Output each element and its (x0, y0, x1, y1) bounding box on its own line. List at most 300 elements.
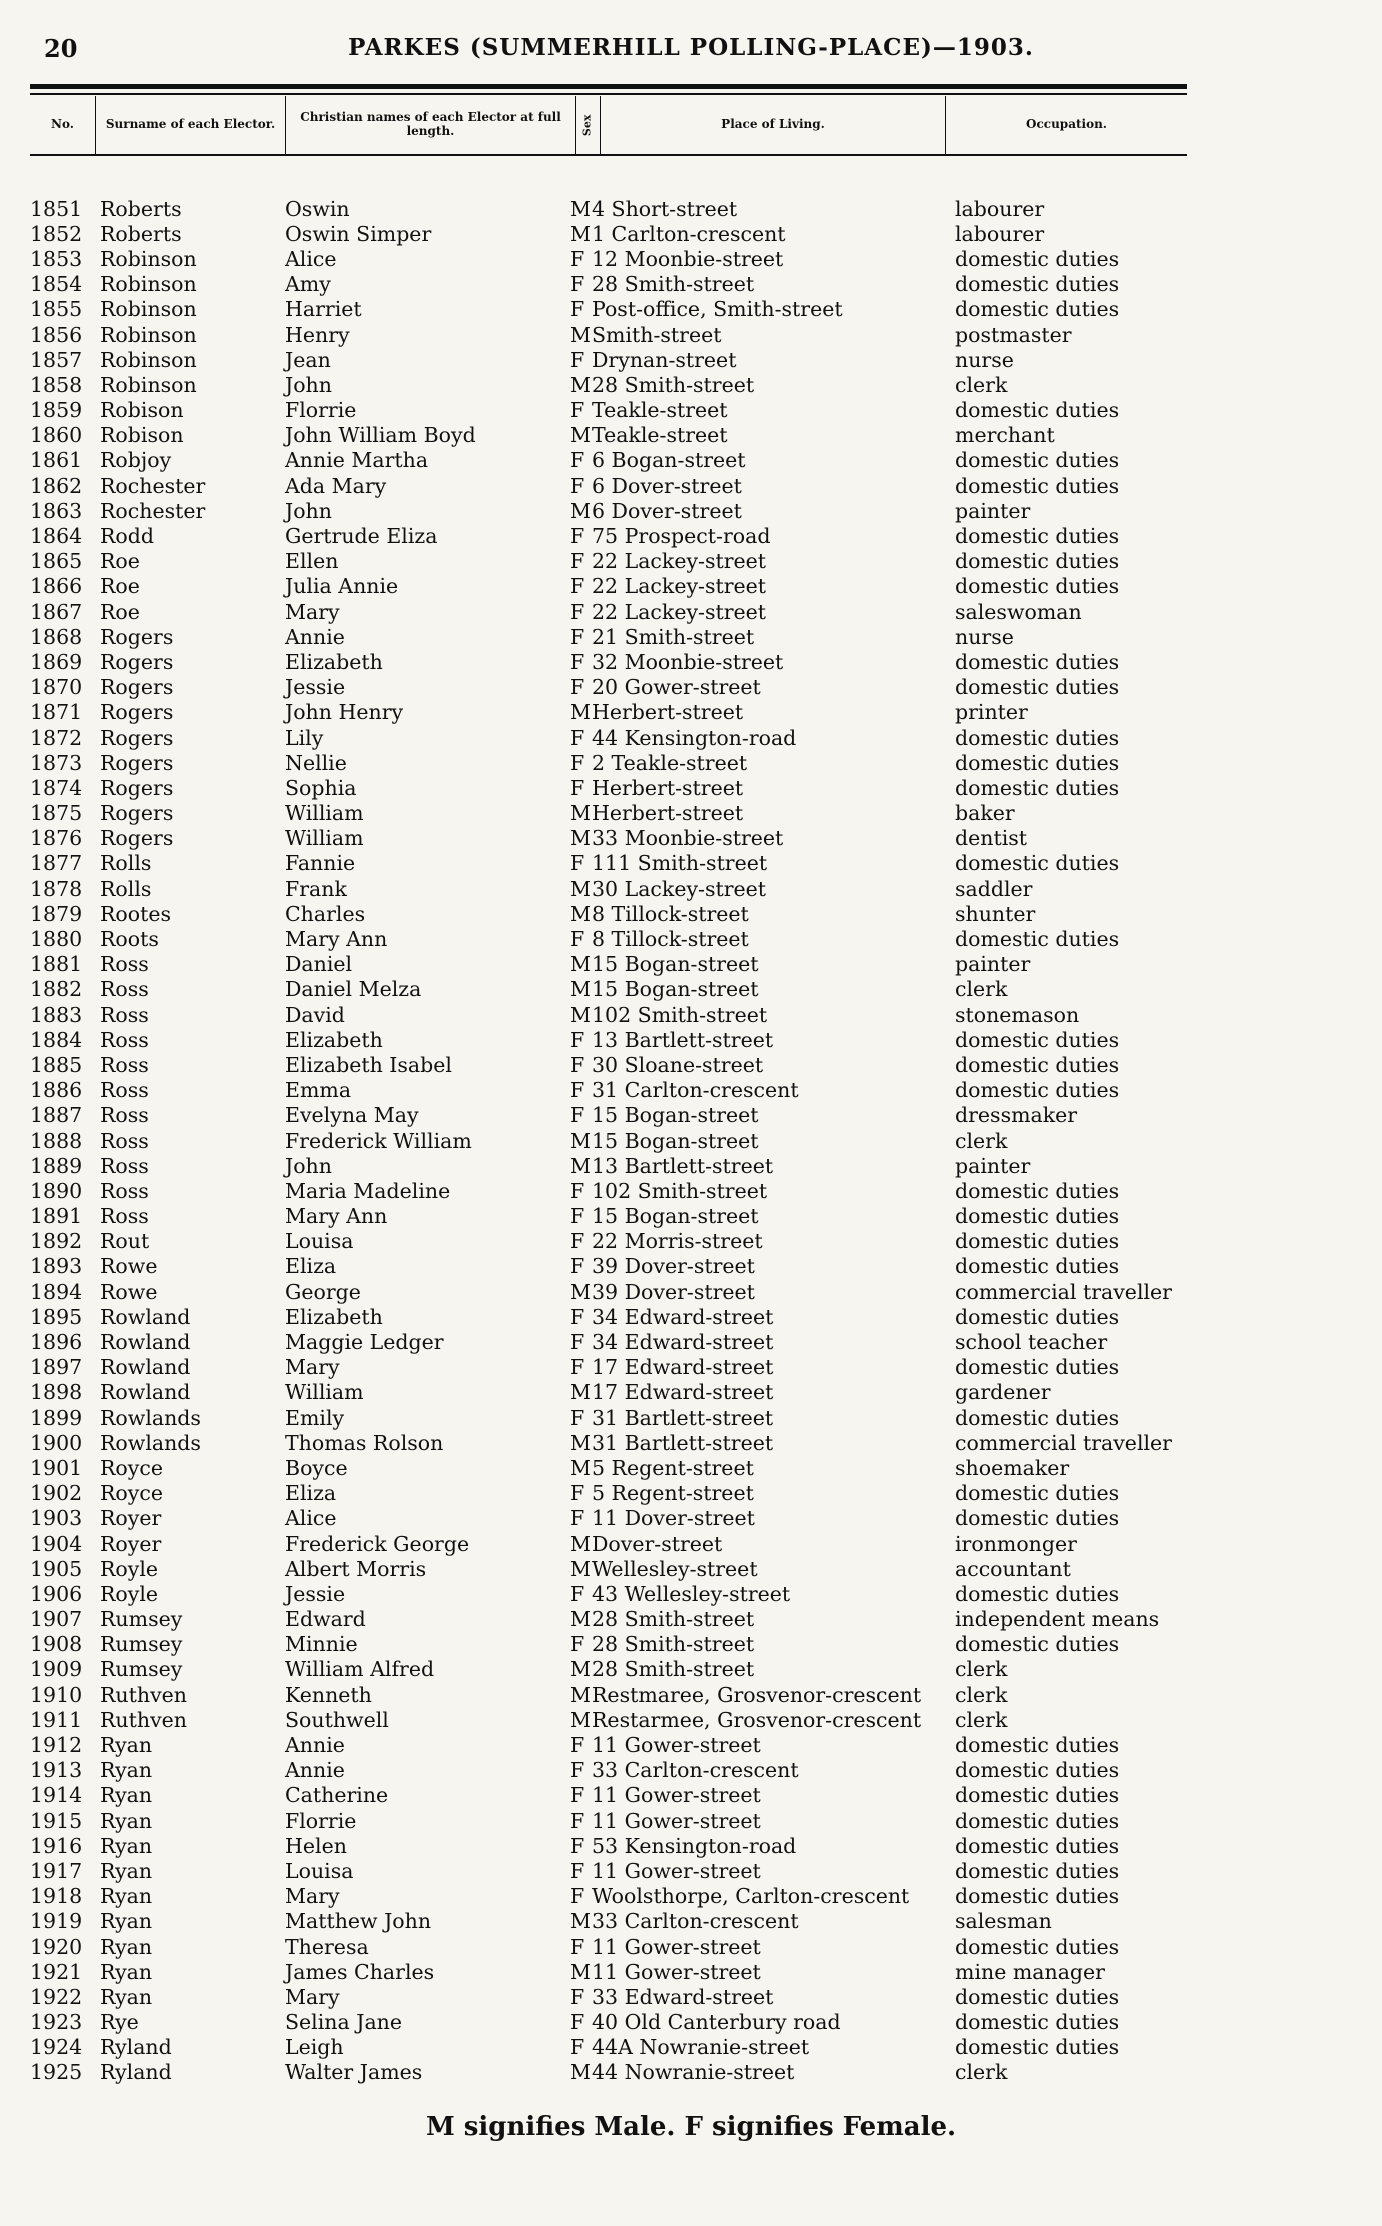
elector-sex: M (570, 1556, 591, 1581)
elector-number: 1888 (30, 1128, 83, 1153)
elector-surname: Rogers (100, 750, 174, 775)
elector-surname: Rowe (100, 1279, 158, 1304)
elector-place: Herbert-street (592, 801, 744, 826)
elector-sex: F (570, 675, 585, 700)
elector-place: 12 Moonbie-street (592, 246, 784, 271)
elector-number: 1890 (30, 1178, 83, 1203)
elector-sex: F (570, 1178, 585, 1203)
table-row (30, 1984, 1190, 2009)
elector-christian-names: Alice (285, 1506, 337, 1531)
elector-christian-names: Albert Morris (285, 1556, 427, 1581)
elector-surname: Rowlands (100, 1430, 201, 1455)
elector-sex: F (570, 1632, 585, 1657)
table-row (30, 851, 1190, 876)
elector-surname: Ross (100, 1153, 149, 1178)
elector-number: 1921 (30, 1959, 83, 1984)
elector-occupation: domestic duties (955, 1833, 1120, 1858)
elector-christian-names: Charles (285, 901, 366, 926)
elector-place: 22 Lackey-street (592, 549, 767, 574)
elector-christian-names: Oswin (285, 196, 350, 221)
elector-occupation: domestic duties (955, 775, 1120, 800)
elector-place: 2 Teakle-street (592, 750, 748, 775)
table-row (30, 901, 1190, 926)
elector-surname: Rolls (100, 851, 152, 876)
elector-surname: Ryan (100, 1808, 153, 1833)
table-row (30, 1783, 1190, 1808)
elector-place: 11 Gower-street (592, 1808, 761, 1833)
elector-christian-names: Sophia (285, 775, 357, 800)
elector-place: 102 Smith-street (592, 1002, 768, 1027)
elector-christian-names: Theresa (285, 1934, 369, 1959)
elector-christian-names: Thomas Rolson (285, 1430, 444, 1455)
elector-number: 1889 (30, 1153, 83, 1178)
elector-number: 1897 (30, 1355, 83, 1380)
elector-occupation: baker (955, 801, 1015, 826)
elector-occupation: domestic duties (955, 1481, 1120, 1506)
elector-place: 31 Bartlett-street (592, 1430, 774, 1455)
table-row (30, 1002, 1190, 1027)
elector-number: 1886 (30, 1078, 83, 1103)
table-row (30, 2060, 1190, 2085)
elector-surname: Rogers (100, 700, 174, 725)
elector-christian-names: Mary Ann (285, 1204, 388, 1229)
elector-place: Teakle-street (592, 423, 728, 448)
elector-christian-names: Florrie (285, 1808, 357, 1833)
table-row (30, 1128, 1190, 1153)
elector-christian-names: Jessie (285, 675, 346, 700)
elector-occupation: clerk (955, 372, 1008, 397)
elector-sex: M (570, 1707, 591, 1732)
elector-christian-names: Fannie (285, 851, 356, 876)
elector-place: 22 Lackey-street (592, 599, 767, 624)
elector-number: 1907 (30, 1607, 83, 1632)
table-row (30, 1556, 1190, 1581)
elector-number: 1859 (30, 398, 83, 423)
elector-number: 1914 (30, 1783, 83, 1808)
elector-surname: Rogers (100, 775, 174, 800)
elector-surname: Ryan (100, 1959, 153, 1984)
table-row (30, 977, 1190, 1002)
elector-sex: M (570, 700, 591, 725)
elector-number: 1913 (30, 1758, 83, 1783)
elector-occupation: domestic duties (955, 750, 1120, 775)
elector-sex: M (570, 1128, 591, 1153)
elector-occupation: domestic duties (955, 1884, 1120, 1909)
elector-surname: Ryland (100, 2060, 172, 2085)
elector-number: 1912 (30, 1733, 83, 1758)
elector-sex: F (570, 1204, 585, 1229)
elector-occupation: nurse (955, 624, 1014, 649)
elector-sex: F (570, 398, 585, 423)
elector-place: 17 Edward-street (592, 1380, 774, 1405)
elector-place: Woolsthorpe, Carlton-crescent (592, 1884, 910, 1909)
elector-surname: Roe (100, 549, 140, 574)
table-row (30, 926, 1190, 951)
elector-surname: Rogers (100, 801, 174, 826)
elector-occupation: domestic duties (955, 574, 1120, 599)
elector-christian-names: James Charles (285, 1959, 435, 1984)
elector-sex: F (570, 1103, 585, 1128)
elector-occupation: domestic duties (955, 1052, 1120, 1077)
elector-place: 28 Smith-street (592, 372, 755, 397)
elector-sex: F (570, 1884, 585, 1909)
elector-surname: Rolls (100, 876, 152, 901)
elector-occupation: postmaster (955, 322, 1072, 347)
elector-occupation: clerk (955, 977, 1008, 1002)
elector-surname: Ryan (100, 1733, 153, 1758)
elector-sex: M (570, 2060, 591, 2085)
elector-occupation: labourer (955, 196, 1045, 221)
elector-sex: F (570, 1808, 585, 1833)
elector-number: 1904 (30, 1531, 83, 1556)
elector-number: 1865 (30, 549, 83, 574)
elector-number: 1867 (30, 599, 83, 624)
elector-number: 1898 (30, 1380, 83, 1405)
elector-place: 6 Bogan-street (592, 448, 746, 473)
elector-place: 33 Edward-street (592, 1984, 774, 2009)
elector-occupation: painter (955, 498, 1031, 523)
elector-sex: M (570, 423, 591, 448)
elector-christian-names: William (285, 1380, 364, 1405)
table-row (30, 1027, 1190, 1052)
elector-occupation: domestic duties (955, 549, 1120, 574)
table-row (30, 1833, 1190, 1858)
elector-surname: Robison (100, 423, 184, 448)
elector-place: 15 Bogan-street (592, 1204, 759, 1229)
elector-place: 6 Dover-street (592, 498, 742, 523)
table-row (30, 1178, 1190, 1203)
elector-christian-names: Matthew John (285, 1909, 432, 1934)
elector-place: 17 Edward-street (592, 1355, 774, 1380)
elector-sex: F (570, 549, 585, 574)
elector-occupation: domestic duties (955, 297, 1120, 322)
table-row (30, 322, 1190, 347)
elector-occupation: domestic duties (955, 2035, 1120, 2060)
elector-surname: Rogers (100, 725, 174, 750)
elector-number: 1917 (30, 1858, 83, 1883)
elector-place: 30 Lackey-street (592, 876, 767, 901)
elector-sex: F (570, 927, 585, 952)
table-row (30, 1506, 1190, 1531)
elector-number: 1857 (30, 347, 83, 372)
elector-number: 1920 (30, 1934, 83, 1959)
elector-sex: F (570, 524, 585, 549)
elector-place: 11 Gower-street (592, 1733, 761, 1758)
elector-sex: F (570, 1254, 585, 1279)
elector-christian-names: Elizabeth Isabel (285, 1052, 452, 1077)
elector-occupation: printer (955, 700, 1028, 725)
elector-number: 1877 (30, 851, 83, 876)
elector-christian-names: Jean (285, 347, 331, 372)
elector-place: 31 Bartlett-street (592, 1405, 774, 1430)
elector-christian-names: Selina Jane (285, 2010, 403, 2035)
page-number: 20 (44, 34, 78, 63)
elector-number: 1882 (30, 977, 83, 1002)
table-row (30, 750, 1190, 775)
elector-christian-names: William Alfred (285, 1657, 435, 1682)
elector-sex: M (570, 1279, 591, 1304)
elector-surname: Robinson (100, 322, 197, 347)
elector-surname: Rye (100, 2010, 139, 2035)
elector-sex: F (570, 1078, 585, 1103)
elector-christian-names: Annie (285, 624, 345, 649)
header-rule-thin (30, 93, 1187, 95)
elector-sex: F (570, 448, 585, 473)
elector-christian-names: Gertrude Eliza (285, 524, 438, 549)
elector-place: Herbert-street (592, 775, 744, 800)
elector-occupation: painter (955, 1153, 1031, 1178)
elector-surname: Rumsey (100, 1607, 183, 1632)
elector-occupation: domestic duties (955, 1984, 1120, 2009)
elector-place: 6 Dover-street (592, 473, 742, 498)
elector-occupation: domestic duties (955, 1758, 1120, 1783)
elector-sex: F (570, 1229, 585, 1254)
elector-christian-names: Catherine (285, 1783, 389, 1808)
elector-surname: Ryan (100, 1909, 153, 1934)
elector-sex: F (570, 599, 585, 624)
elector-surname: Rochester (100, 473, 206, 498)
table-row (30, 1455, 1190, 1480)
elector-surname: Robinson (100, 272, 197, 297)
elector-surname: Roe (100, 599, 140, 624)
table-row (30, 1103, 1190, 1128)
elector-place: 15 Bogan-street (592, 952, 759, 977)
elector-number: 1896 (30, 1330, 83, 1355)
elector-christian-names: John William Boyd (285, 423, 476, 448)
elector-place: 40 Old Canterbury road (592, 2010, 841, 2035)
elector-surname: Ryan (100, 1934, 153, 1959)
elector-occupation: domestic duties (955, 1178, 1120, 1203)
elector-occupation: shoemaker (955, 1455, 1070, 1480)
table-row (30, 423, 1190, 448)
elector-christian-names: Harriet (285, 297, 362, 322)
elector-surname: Rodd (100, 524, 155, 549)
elector-place: 33 Carlton-crescent (592, 1758, 799, 1783)
elector-surname: Rogers (100, 624, 174, 649)
elector-place: 28 Smith-street (592, 272, 755, 297)
elector-number: 1876 (30, 826, 83, 851)
table-row (30, 1934, 1190, 1959)
table-row (30, 221, 1190, 246)
elector-number: 1853 (30, 246, 83, 271)
elector-place: 44 Kensington-road (592, 725, 797, 750)
elector-number: 1923 (30, 2010, 83, 2035)
elector-sex: M (570, 1455, 591, 1480)
elector-christian-names: Louisa (285, 1229, 354, 1254)
elector-number: 1872 (30, 725, 83, 750)
elector-number: 1895 (30, 1304, 83, 1329)
elector-occupation: domestic duties (955, 725, 1120, 750)
table-row (30, 599, 1190, 624)
elector-place: 28 Smith-street (592, 1632, 755, 1657)
elector-number: 1881 (30, 952, 83, 977)
elector-christian-names: John (285, 498, 332, 523)
header-sex (575, 96, 600, 154)
elector-sex: M (570, 1607, 591, 1632)
elector-christian-names: Annie (285, 1758, 345, 1783)
elector-surname: Ross (100, 1103, 149, 1128)
elector-sex: M (570, 1682, 591, 1707)
elector-sex: M (570, 801, 591, 826)
elector-place: Teakle-street (592, 398, 728, 423)
elector-christian-names: Walter James (285, 2060, 423, 2085)
elector-surname: Ryan (100, 1758, 153, 1783)
elector-number: 1916 (30, 1833, 83, 1858)
elector-surname: Ross (100, 1204, 149, 1229)
elector-occupation: clerk (955, 1682, 1008, 1707)
table-row (30, 498, 1190, 523)
elector-surname: Ruthven (100, 1682, 187, 1707)
elector-place: 8 Tillock-street (592, 927, 749, 952)
elector-number: 1922 (30, 1984, 83, 2009)
elector-place: 75 Prospect-road (592, 524, 771, 549)
elector-surname: Royce (100, 1455, 163, 1480)
elector-occupation: saddler (955, 876, 1033, 901)
elector-christian-names: Evelyna May (285, 1103, 419, 1128)
elector-surname: Rochester (100, 498, 206, 523)
table-row (30, 1254, 1190, 1279)
elector-number: 1883 (30, 1002, 83, 1027)
elector-christian-names: Maria Madeline (285, 1178, 451, 1203)
elector-sex: F (570, 1355, 585, 1380)
elector-christian-names: John (285, 372, 332, 397)
elector-sex: F (570, 1733, 585, 1758)
elector-sex: F (570, 1984, 585, 2009)
elector-place: 15 Bogan-street (592, 1103, 759, 1128)
elector-christian-names: William (285, 826, 364, 851)
header-occupation: Occupation. (945, 96, 1187, 154)
elector-place: 28 Smith-street (592, 1607, 755, 1632)
elector-surname: Royce (100, 1481, 163, 1506)
elector-sex: M (570, 1531, 591, 1556)
elector-surname: Rogers (100, 649, 174, 674)
elector-christian-names: Mary (285, 599, 340, 624)
elector-occupation: commercial traveller (955, 1430, 1172, 1455)
elector-place: 22 Lackey-street (592, 574, 767, 599)
table-row (30, 1732, 1190, 1757)
elector-christian-names: Frederick William (285, 1128, 472, 1153)
page-title: PARKES (SUMMERHILL POLLING-PLACE)—1903. (348, 34, 1034, 61)
elector-sex: F (570, 272, 585, 297)
table-row (30, 1204, 1190, 1229)
elector-christian-names: Elizabeth (285, 1304, 383, 1329)
table-row (30, 297, 1190, 322)
table-row (30, 1657, 1190, 1682)
elector-occupation: domestic duties (955, 1808, 1120, 1833)
elector-occupation: clerk (955, 1128, 1008, 1153)
table-row (30, 1909, 1190, 1934)
elector-christian-names: Mary (285, 1355, 340, 1380)
elector-occupation: domestic duties (955, 246, 1120, 271)
table-row (30, 1808, 1190, 1833)
table-row (30, 1052, 1190, 1077)
elector-occupation: clerk (955, 2060, 1008, 2085)
elector-sex: F (570, 1506, 585, 1531)
elector-number: 1892 (30, 1229, 83, 1254)
elector-occupation: domestic duties (955, 851, 1120, 876)
table-row (30, 1632, 1190, 1657)
elector-sex: F (570, 750, 585, 775)
elector-place: 11 Gower-street (592, 1934, 761, 1959)
elector-surname: Ross (100, 952, 149, 977)
elector-surname: Ruthven (100, 1707, 187, 1732)
elector-sex: M (570, 1909, 591, 1934)
elector-place: 28 Smith-street (592, 1657, 755, 1682)
elector-number: 1887 (30, 1103, 83, 1128)
elector-occupation: dentist (955, 826, 1028, 851)
elector-place: 8 Tillock-street (592, 901, 749, 926)
elector-christian-names: Helen (285, 1833, 347, 1858)
elector-place: Wellesley-street (592, 1556, 758, 1581)
elector-surname: Ryland (100, 2035, 172, 2060)
elector-christian-names: John (285, 1153, 332, 1178)
elector-number: 1879 (30, 901, 83, 926)
elector-sex: F (570, 2010, 585, 2035)
elector-place: 34 Edward-street (592, 1330, 774, 1355)
elector-surname: Ross (100, 1078, 149, 1103)
elector-christian-names: Annie (285, 1733, 345, 1758)
elector-number: 1852 (30, 221, 83, 246)
elector-occupation: shunter (955, 901, 1036, 926)
elector-surname: Ryan (100, 1984, 153, 2009)
elector-place: 11 Gower-street (592, 1858, 761, 1883)
elector-sex: M (570, 1380, 591, 1405)
elector-place: 34 Edward-street (592, 1304, 774, 1329)
elector-occupation: ironmonger (955, 1531, 1077, 1556)
elector-christian-names: Daniel Melza (285, 977, 422, 1002)
elector-occupation: domestic duties (955, 1355, 1120, 1380)
elector-place: 11 Gower-street (592, 1783, 761, 1808)
table-row (30, 1229, 1190, 1254)
table-row (30, 1707, 1190, 1732)
elector-sex: M (570, 196, 591, 221)
elector-surname: Rowland (100, 1380, 191, 1405)
elector-surname: Rogers (100, 826, 174, 851)
elector-number: 1905 (30, 1556, 83, 1581)
elector-surname: Ross (100, 1178, 149, 1203)
elector-sex: F (570, 1581, 585, 1606)
table-row (30, 523, 1190, 548)
elector-occupation: domestic duties (955, 1405, 1120, 1430)
elector-number: 1899 (30, 1405, 83, 1430)
table-row (30, 826, 1190, 851)
elector-place: 44 Nowranie-street (592, 2060, 795, 2085)
elector-sex: F (570, 649, 585, 674)
elector-surname: Roots (100, 927, 159, 952)
table-row (30, 1682, 1190, 1707)
elector-place: 43 Wellesley-street (592, 1581, 791, 1606)
elector-occupation: merchant (955, 423, 1055, 448)
elector-surname: Ross (100, 1128, 149, 1153)
elector-occupation: domestic duties (955, 524, 1120, 549)
elector-place: 5 Regent-street (592, 1455, 754, 1480)
elector-place: Dover-street (592, 1531, 723, 1556)
elector-sex: M (570, 322, 591, 347)
elector-place: 22 Morris-street (592, 1229, 763, 1254)
elector-surname: Royer (100, 1531, 162, 1556)
elector-sex: F (570, 347, 585, 372)
table-header (30, 96, 1187, 156)
elector-christian-names: Oswin Simper (285, 221, 432, 246)
elector-occupation: school teacher (955, 1330, 1108, 1355)
elector-place: Herbert-street (592, 700, 744, 725)
elector-place: 30 Sloane-street (592, 1052, 764, 1077)
elector-sex: F (570, 1330, 585, 1355)
table-row (30, 1329, 1190, 1354)
elector-occupation: domestic duties (955, 1934, 1120, 1959)
elector-number: 1860 (30, 423, 83, 448)
elector-number: 1910 (30, 1682, 83, 1707)
